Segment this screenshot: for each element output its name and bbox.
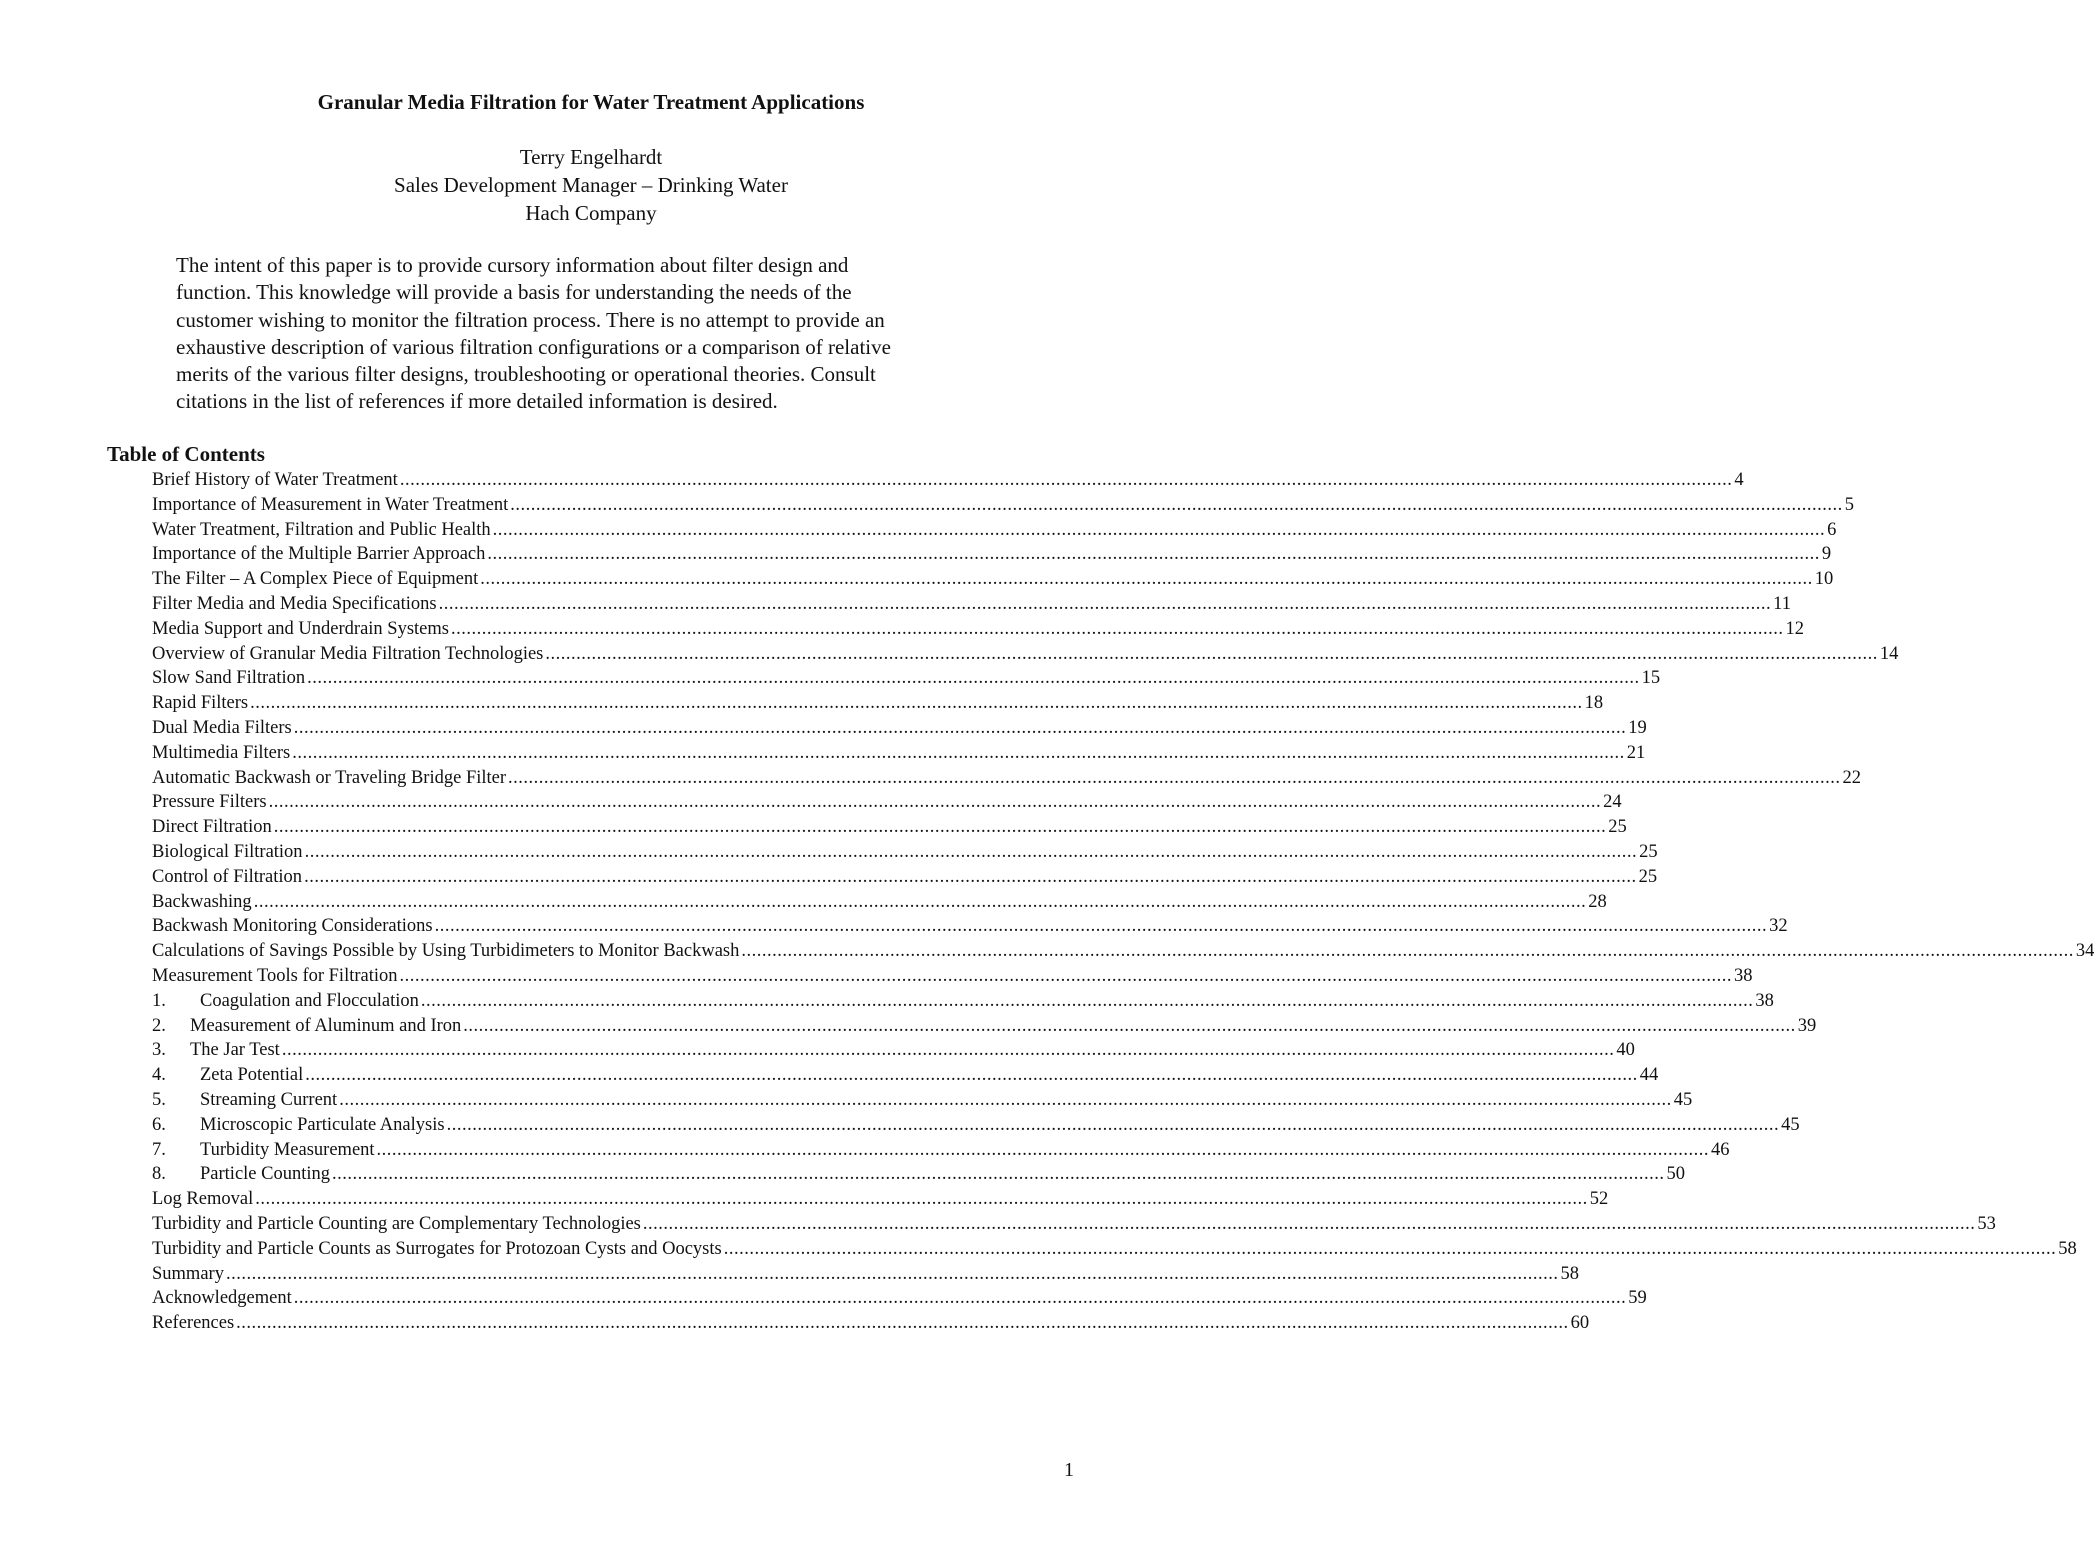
toc-entry-page: 32 <box>1769 916 1788 937</box>
toc-entry-page: 45 <box>1781 1114 1800 1135</box>
toc-entry-label: Importance of Measurement in Water Treatment <box>152 494 509 515</box>
abstract-line: The intent of this paper is to provide cursory information about filter design and <box>176 253 849 277</box>
toc-dot-leader: .................................................................................................................................................................................................................................................................... <box>253 891 1587 912</box>
toc-entry-label: Overview of Granular Media Filtration Technologies <box>152 643 544 664</box>
toc-entry-label: Pressure Filters <box>152 792 267 813</box>
toc-entry[interactable] <box>152 1286 1647 1311</box>
toc-entry[interactable] <box>152 1038 1635 1063</box>
toc-entry-label: Calculations of Savings Possible by Using Turbidimeters to Monitor Backwash <box>152 941 740 962</box>
toc-entry[interactable] <box>152 1063 1659 1088</box>
toc-entry-number: 1. <box>152 990 166 1011</box>
toc-entry-page: 39 <box>1797 1015 1817 1036</box>
toc-entry-page: 50 <box>1666 1164 1685 1185</box>
toc-entry-page: 25 <box>1638 866 1658 887</box>
toc-entry[interactable] <box>152 716 1647 741</box>
toc-dot-leader: .................................................................................................................................................................................................................................................................... <box>250 693 1583 714</box>
toc-entry[interactable] <box>152 1311 1590 1336</box>
abstract-line: function. This knowledge will provide a basis for understanding the needs of the <box>176 280 852 305</box>
toc-entry-page: 38 <box>1755 990 1774 1011</box>
toc-dot-leader: .................................................................................................................................................................................................................................................................... <box>255 1189 1588 1210</box>
toc-entry[interactable] <box>152 1162 1685 1187</box>
author-role: Sales Development Manager – Drinking Water <box>394 173 788 197</box>
toc-entry-page: 34 <box>2075 941 2094 962</box>
toc-entry-label: Measurement Tools for Filtration <box>152 965 398 986</box>
toc-dot-leader: .................................................................................................................................................................................................................................................................... <box>293 717 1627 738</box>
author-company: Hach Company <box>525 201 657 225</box>
toc-entry-page: 11 <box>1773 593 1791 614</box>
toc-entry-page: 59 <box>1628 1288 1647 1309</box>
table-of-contents <box>152 468 2094 1336</box>
toc-entry-number: 2. <box>152 1015 166 1036</box>
toc-entry-label: Microscopic Particulate Analysis <box>200 1114 445 1135</box>
toc-entry[interactable] <box>152 1187 1609 1212</box>
toc-entry-number: 7. <box>152 1139 166 1160</box>
toc-entry[interactable] <box>152 617 1804 642</box>
toc-entry-page: 28 <box>1588 891 1607 912</box>
toc-entry-page: 22 <box>1842 767 1862 788</box>
toc-dot-leader: .................................................................................................................................................................................................................................................................... <box>438 593 1772 614</box>
toc-entry-label: Importance of the Multiple Barrier Approach <box>152 544 486 565</box>
toc-entry[interactable] <box>152 890 1607 915</box>
toc-entry-label: Turbidity Measurement <box>200 1139 375 1160</box>
toc-entry[interactable] <box>152 1212 1996 1237</box>
toc-entry[interactable] <box>152 989 1774 1014</box>
toc-dot-leader: .................................................................................................................................................................................................................................................................... <box>446 1114 1780 1135</box>
abstract <box>176 252 996 416</box>
toc-entry-page: 21 <box>1626 742 1646 763</box>
toc-entry-page: 44 <box>1639 1065 1659 1086</box>
toc-dot-leader: .................................................................................................................................................................................................................................................................... <box>510 494 1843 515</box>
toc-dot-leader: .................................................................................................................................................................................................................................................................... <box>332 1164 1665 1185</box>
abstract-line: customer wishing to monitor the filtration process. There is no attempt to provide an <box>176 307 885 332</box>
toc-entry[interactable] <box>152 468 1744 493</box>
toc-entry-label: References <box>152 1313 235 1334</box>
toc-dot-leader: .................................................................................................................................................................................................................................................................... <box>339 1089 1672 1110</box>
toc-entry-page: 4 <box>1734 470 1744 490</box>
toc-dot-leader: .................................................................................................................................................................................................................................................................... <box>268 792 1602 813</box>
toc-dot-leader: .................................................................................................................................................................................................................................................................... <box>420 990 1754 1011</box>
toc-entry-label: Measurement of Aluminum and Iron <box>190 1015 462 1036</box>
toc-entry-page: 53 <box>1977 1213 1996 1234</box>
toc-entry-page: 38 <box>1734 965 1753 986</box>
toc-entry[interactable] <box>152 592 1791 617</box>
toc-dot-leader: .................................................................................................................................................................................................................................................................... <box>307 668 1640 689</box>
abstract-line: merits of the various filter designs, troubleshooting or operational theories. Consult <box>176 362 876 387</box>
toc-dot-leader: .................................................................................................................................................................................................................................................................... <box>399 470 1733 490</box>
page-number: 1 <box>1064 1459 1074 1481</box>
toc-entry-page: 15 <box>1641 668 1661 689</box>
toc-entry-label: Backwashing <box>152 891 252 912</box>
toc-entry-label: Turbidity and Particle Counting are Complementary Technologies <box>152 1213 641 1234</box>
toc-entry-page: 10 <box>1814 569 1834 590</box>
toc-entry-label: Multimedia Filters <box>152 742 291 763</box>
toc-entry[interactable] <box>152 790 1622 815</box>
toc-dot-leader: .................................................................................................................................................................................................................................................................... <box>463 1015 1796 1036</box>
toc-entry[interactable] <box>152 1262 1579 1287</box>
toc-entry-label: Automatic Backwash or Traveling Bridge Filter <box>152 767 507 788</box>
toc-entry-page: 46 <box>1711 1139 1730 1160</box>
abstract-line: exhaustive description of various filtration configurations or a comparison of relative <box>176 334 891 359</box>
toc-entry[interactable] <box>152 691 1604 716</box>
toc-entry-page: 45 <box>1673 1089 1693 1110</box>
toc-entry-page: 25 <box>1608 817 1627 838</box>
toc-entry[interactable] <box>152 518 1837 543</box>
toc-entry-label: The Filter – A Complex Piece of Equipment <box>152 569 479 590</box>
toc-entry-label: Log Removal <box>152 1189 254 1210</box>
toc-entry-page: 6 <box>1827 519 1837 540</box>
toc-entry-label: Slow Sand Filtration <box>152 668 306 689</box>
toc-entry-label: The Jar Test <box>190 1040 280 1061</box>
toc-dot-leader: .................................................................................................................................................................................................................................................................... <box>305 1065 1638 1086</box>
toc-dot-leader: .................................................................................................................................................................................................................................................................... <box>508 767 1841 788</box>
author-name: Terry Engelhardt <box>519 145 663 169</box>
toc-entry[interactable] <box>152 1088 1693 1113</box>
toc-entry[interactable] <box>152 741 1646 766</box>
toc-entry[interactable] <box>152 840 1658 865</box>
toc-entry-label: Media Support and Underdrain Systems <box>152 618 449 639</box>
toc-entry[interactable] <box>152 815 1627 840</box>
toc-entry[interactable] <box>152 1138 1730 1163</box>
toc-entry[interactable] <box>152 766 1862 791</box>
toc-dot-leader: .................................................................................................................................................................................................................................................................... <box>741 941 2074 962</box>
toc-dot-leader: .................................................................................................................................................................................................................................................................... <box>492 519 1826 540</box>
toc-entry-label: Acknowledgement <box>152 1288 292 1309</box>
toc-entry[interactable] <box>152 914 1788 939</box>
toc-entry[interactable] <box>152 964 1753 989</box>
toc-entry-label: Rapid Filters <box>152 693 249 714</box>
toc-entry-label: Turbidity and Particle Counts as Surrogates for Protozoan Cysts and Oocysts <box>152 1238 722 1259</box>
toc-entry-page: 25 <box>1639 841 1658 862</box>
toc-dot-leader: .................................................................................................................................................................................................................................................................... <box>399 965 1733 986</box>
toc-dot-leader: .................................................................................................................................................................................................................................................................... <box>451 618 1784 639</box>
toc-entry-page: 14 <box>1879 643 1899 664</box>
toc-dot-leader: .................................................................................................................................................................................................................................................................... <box>434 916 1768 937</box>
toc-dot-leader: .................................................................................................................................................................................................................................................................... <box>545 643 1878 664</box>
toc-entry-label: Particle Counting <box>200 1164 330 1185</box>
toc-entry[interactable] <box>152 939 2094 964</box>
toc-entry-page: 18 <box>1584 693 1604 714</box>
toc-entry-page: 9 <box>1821 544 1832 565</box>
toc-dot-leader: .................................................................................................................................................................................................................................................................... <box>376 1139 1710 1160</box>
toc-entry-page: 19 <box>1628 717 1647 738</box>
toc-entry[interactable] <box>152 666 1661 691</box>
toc-entry-label: Biological Filtration <box>152 841 303 862</box>
toc-entry-number: 5. <box>152 1089 166 1110</box>
toc-entry-label: Water Treatment, Filtration and Public Health <box>152 519 491 540</box>
toc-entry-page: 58 <box>1560 1263 1579 1284</box>
toc-entry-number: 8. <box>152 1164 166 1185</box>
toc-dot-leader: .................................................................................................................................................................................................................................................................... <box>236 1313 1569 1334</box>
toc-entry-number: 6. <box>152 1114 166 1135</box>
toc-dot-leader: .................................................................................................................................................................................................................................................................... <box>723 1238 2057 1259</box>
toc-dot-leader: .................................................................................................................................................................................................................................................................... <box>273 817 1607 838</box>
toc-entry[interactable] <box>152 1113 1800 1138</box>
document-title: Granular Media Filtration for Water Treatment Applications <box>317 90 865 114</box>
toc-dot-leader: .................................................................................................................................................................................................................................................................... <box>292 742 1625 763</box>
toc-entry-page: 60 <box>1570 1313 1590 1334</box>
toc-dot-leader: .................................................................................................................................................................................................................................................................... <box>304 866 1637 887</box>
toc-entry-label: Direct Filtration <box>152 817 272 838</box>
toc-entry-page: 58 <box>2058 1238 2077 1259</box>
toc-dot-leader: .................................................................................................................................................................................................................................................................... <box>480 569 1813 590</box>
toc-entry-number: 4. <box>152 1065 166 1086</box>
toc-entry-label: Backwash Monitoring Considerations <box>152 916 433 937</box>
toc-entry[interactable] <box>152 1237 2077 1262</box>
toc-entry-label: Zeta Potential <box>200 1065 304 1086</box>
toc-entry[interactable] <box>152 493 1854 518</box>
toc-entry-label: Coagulation and Flocculation <box>200 990 419 1011</box>
toc-entry-page: 12 <box>1785 618 1804 639</box>
toc-entry[interactable] <box>152 1014 1817 1039</box>
toc-entry-label: Summary <box>152 1263 224 1284</box>
toc-dot-leader: .................................................................................................................................................................................................................................................................... <box>642 1213 1976 1234</box>
toc-entry-page: 24 <box>1603 792 1622 813</box>
toc-entry-label: Control of Filtration <box>152 866 303 887</box>
toc-dot-leader: .................................................................................................................................................................................................................................................................... <box>225 1263 1559 1284</box>
toc-dot-leader: .................................................................................................................................................................................................................................................................... <box>304 841 1638 862</box>
toc-entry-label: Brief History of Water Treatment <box>152 470 398 490</box>
toc-dot-leader: .................................................................................................................................................................................................................................................................... <box>293 1288 1627 1309</box>
toc-entry[interactable] <box>152 567 1834 592</box>
toc-heading: Table of Contents <box>107 442 265 466</box>
author-block <box>0 143 1182 227</box>
toc-entry-number: 3. <box>152 1040 166 1061</box>
toc-entry-label: Streaming Current <box>200 1089 338 1110</box>
toc-entry[interactable] <box>152 865 1658 890</box>
toc-entry-page: 40 <box>1616 1040 1635 1061</box>
toc-entry-page: 5 <box>1844 494 1854 515</box>
abstract-line: citations in the list of references if more detailed information is desired. <box>176 389 778 414</box>
toc-entry-label: Filter Media and Media Specifications <box>152 593 437 614</box>
toc-entry[interactable] <box>152 542 1832 567</box>
toc-entry-label: Dual Media Filters <box>152 717 292 738</box>
toc-dot-leader: .................................................................................................................................................................................................................................................................... <box>281 1040 1615 1061</box>
toc-entry-page: 52 <box>1589 1189 1609 1210</box>
toc-dot-leader: .................................................................................................................................................................................................................................................................... <box>487 544 1820 565</box>
toc-entry[interactable] <box>152 642 1899 667</box>
